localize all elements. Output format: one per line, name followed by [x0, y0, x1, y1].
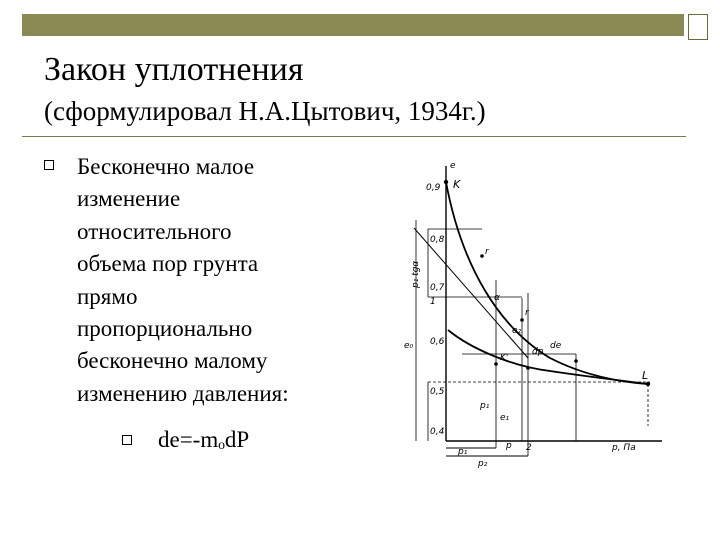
label-p2: p₂: [478, 459, 488, 469]
compression-curve-diagram: [400, 158, 680, 478]
label-l: L: [642, 369, 649, 382]
tick-label: 0,9: [426, 183, 441, 193]
tick-label: 0,6: [430, 337, 445, 347]
bullet-line: относительного: [77, 218, 232, 244]
label-k-prime: K': [500, 353, 509, 363]
bullet-line: Бесконечно малое: [77, 154, 255, 179]
slide-subtitle: (сформулировал Н.А.Цытович, 1934г.): [44, 96, 486, 126]
label-de: de: [550, 341, 562, 351]
label-e2: e₂: [512, 326, 522, 336]
label-p1-inline: p₁: [480, 401, 490, 411]
bullet-line: бесконечно малому: [77, 348, 268, 374]
title-divider: [22, 136, 686, 137]
label-r: r: [485, 247, 489, 257]
bullet-line: изменению давления:: [77, 380, 289, 406]
label-k: K: [453, 178, 461, 191]
label-p: p: [506, 441, 512, 451]
point-k-prime: [494, 362, 498, 366]
point-curve: [526, 366, 530, 370]
label-p1-tg: p₁ tgα: [411, 260, 421, 288]
label-p-axis: p, Па: [612, 443, 636, 453]
top-decorative-band: [22, 14, 684, 36]
label-e1: e₁: [500, 413, 510, 423]
tick-label: 0,7: [430, 283, 445, 293]
point-l: [646, 382, 650, 386]
label-p1: p₁: [458, 447, 468, 457]
tick-label: 0,4: [430, 427, 445, 437]
point-k: [444, 180, 448, 184]
label-alpha: α: [494, 293, 500, 303]
formula: de=-mₒdP: [158, 427, 250, 452]
label-e-axis: e: [450, 161, 456, 171]
label-dp: dp: [532, 347, 544, 357]
bullet-line: изменение: [77, 186, 181, 212]
bullet-text: [77, 151, 397, 410]
slide-title: Закон уплотнения: [44, 51, 304, 88]
bullet-line: объема пор грунта: [77, 251, 259, 277]
label-e0: e₀: [404, 341, 414, 351]
point-r: [480, 254, 484, 258]
bullet-line: пропорционально: [77, 316, 253, 342]
tick-label: 0,8: [430, 235, 445, 245]
point-curve: [520, 318, 524, 322]
point-curve: [574, 359, 578, 363]
bullet-line: прямо: [77, 283, 138, 309]
sub-bullet-square-icon: [122, 435, 132, 445]
label-r2: r: [525, 308, 529, 318]
tick-label: 0,5: [430, 387, 445, 397]
corner-decorative-box: [688, 14, 708, 40]
label-1: 1: [430, 297, 436, 307]
bullet-square-icon: [44, 160, 54, 170]
label-2: 2: [526, 443, 532, 453]
